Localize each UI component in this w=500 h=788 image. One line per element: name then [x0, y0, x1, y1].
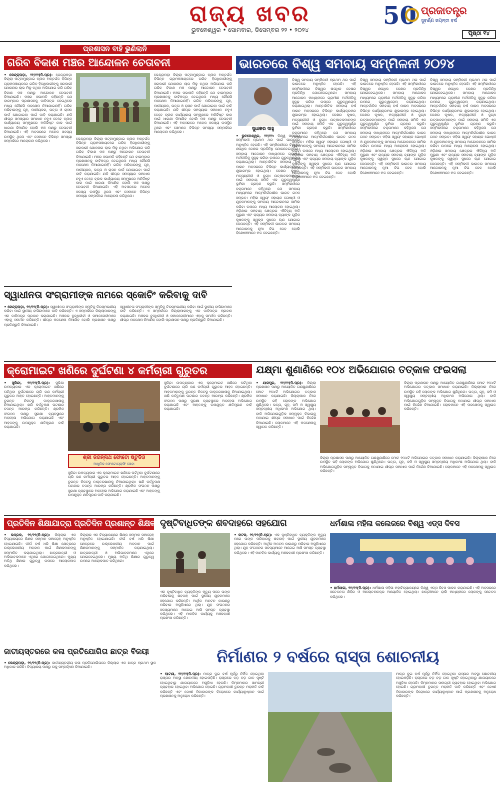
story3-headline[interactable]: ଭାରତରେ ବିଶ୍ୱ ସମବାୟ ସମ୍ମିଳନୀ ୨୦୨୪ [236, 56, 496, 74]
story5-body-col2: ଜିଲ୍ଲା ପ୍ରଶାସନ ପକ୍ଷରୁ ଆୟୋଜିତ ଗଣଶୁଣାଣିରେ ମୋଟ ୧୦୪ଟି ଅଭିଯୋଗର ତତ୍କାଳ ସମାଧାନ କରାଯାଇଛି। ଜିଲ୍ଲାପାଳ ନିଜେ ଉପସ୍ଥିତ ରହି ଲୋକଙ୍କ ଅଭିଯୋଗ ଶୁଣିଥିଲେ। ଭତ୍ତା, ଗୃହ, ଜମି ଓ ସ୍ୱାସ୍ଥ୍ୟ ସମ୍ବନ୍ଧୀୟ ଅଧିକାଂଶ ଅଭିଯୋଗ ଥିଲା। ବାକି ଅଭିଯୋଗଗୁଡ଼ିକ ସମ୍ପୃକ୍ତ ବିଭାଗକୁ ପଠାଯାଇ ଶୀଘ୍ର ସମାଧାନ ପାଇଁ ନିର୍ଦ୍ଦେଶ ଦିଆଯାଇଛି। ଲୋକମାନେ ଏହି ପଦକ୍ଷେପକୁ ସ୍ୱାଗତ କରିଛନ୍ତି। [404, 381, 496, 412]
section-title: ରାଜ୍ୟ ଖବର [189, 1, 311, 27]
story7-photo [160, 533, 230, 587]
story3-byline: • ଭୁବନେଶ୍ୱର, ୨୧/୧୨: [236, 134, 275, 138]
story4-body: ସୁକିନ୍ଦା ଉପତ୍ୟକାର ଏକ କ୍ରୋମାଇଟ ଖଣିରେ ଘଟିଥିବା ଦୁର୍ଘଟଣାରେ ଚାରି ଜଣ କର୍ମଚାରୀ ଗୁରୁତର ଆହତ ହୋଇଛନ୍ତି। ଆହତମାନଙ୍କୁ ତୁରନ୍ତ ନିକଟସ୍ଥ ଡାକ୍ତରଖାନାକୁ ନିଆଯାଇଥିଲା। ଖଣି କର୍ତ୍ତୃପକ୍ଷ ଘଟଣାର ତଦନ୍ତ ଆରମ୍ଭ କରିଛନ୍ତି। ଶ୍ରମିକ ସଂଗଠନ ପକ୍ଷରୁ ସୁରକ୍ଷା ବ୍ୟବସ୍ଥାରେ ଅବହେଳା ଅଭିଯୋଗ କରାଯାଇଛି ଏବଂ ଆହତଙ୍କୁ ଉପଯୁକ୍ତ କ୍ଷତିପୂରଣ ଦାବି କରାଯାଇଛି। [4, 381, 64, 430]
story7-headline[interactable]: ଦୃଷ୍ଟିବାଧିତଙ୍କ ଶବଦାହରେ ସହଯୋଗ [160, 519, 287, 529]
story4-byline: • ସୁକିନ୍ଦା, ୨୧/୧୨(ନି.ପ୍ର): [4, 381, 50, 385]
story3-body-col4: ବିଶ୍ୱ ସମବାୟ ସମ୍ମିଳନୀ ପ୍ରଥମ ଥର ପାଇଁ ଭାରତରେ ଅନୁଷ୍ଠିତ ହେଉଛି। ଏହି ସମ୍ମିଳନୀରେ ବିଶ୍ୱର ଶତାଧିକ ଦେଶର ପ୍ରତିନିଧି ଯୋଗଦେଇଥିଲେ। ସମବାୟ ଆନ୍ଦୋଳନ ମାଧ୍ୟମରେ ଗ୍ରାମୀଣ ଅର୍ଥନୀତିକୁ ସୁଦୃଢ଼ କରିବା ଉପରେ ଗୁରୁତ୍ୱାରୋପ କରାଯାଇଥିଲା। ଆନ୍ତର୍ଜାତିକ ସମବାୟ ବର୍ଷ ପାଳନ ଅବସରରେ ବିଭିନ୍ନ କାର୍ଯ୍ୟକ୍ରମର ଶୁଭାରମ୍ଭ ହୋଇଥିଲା। ଦେଶର କୃଷକ, ମତ୍ସ୍ୟଜୀବୀ ଓ ଦୁଗ୍ଧ ଉତ୍ପାଦକମାନଙ୍କ ପାଇଁ ସମବାୟ ସମିତି ଏକ ଗୁରୁତ୍ୱପୂର୍ଣ୍ଣ ଭୂମିକା ଗ୍ରହଣ କରୁଛି। ସମ୍ମିଳନୀରେ ବକ୍ତାମାନେ କହିଥିଲେ ଯେ ସମବାୟ ମାଧ୍ୟମରେ ଆତ୍ମନିର୍ଭରଶୀଳ ଭାରତ ଗଠନ ସମ୍ଭବ। ମହିଳା ସ୍ୱୟଂ ସହାୟକ ଗୋଷ୍ଠୀ ଓ ଯୁବକମାନଙ୍କୁ ସମବାୟ ଆନ୍ଦୋଳନରେ ସାମିଲ କରିବା ଉପରେ ମଧ୍ୟ ଆଲୋଚନା ହୋଇଥିଲା। ଓଡ଼ିଶାର ସମବାୟ କ୍ଷେତ୍ରର ଐତିହ୍ୟ ଅତି ପୁରୁଣା ଏବଂ ରାଜ୍ୟର ସମବାୟ ବ୍ୟାଙ୍କ ଗୁଡ଼ିକ କୃଷକଙ୍କୁ ସ୍ୱଳ୍ପ ସୁଧରେ ଋଣ ଯୋଗାଇ ଦେଉଛନ୍ତି। ଏହି ସମ୍ମିଳନୀ ଭାରତର ସମବାୟ ଆନ୍ଦୋଳନକୁ ନୂଆ ଦିଗ ଦେବ ବୋଲି ବିଶେଷଜ୍ଞମାନେ ମତ ଦେଇଛନ୍ତି। [430, 78, 496, 175]
story2-body: ସ୍ୱାଧୀନତା ସଂଗ୍ରାମୀଙ୍କ ସ୍ମୃତିକୁ ଚିରସ୍ମରଣୀୟ କରିବା ପାଇଁ ସ୍ଥାନୀୟ ବାସିନ୍ଦାମାନେ ଦାବି କରିଛନ୍ତି। ଏ ସମ୍ପର୍କରେ ଜିଲ୍ଲାପାଳଙ୍କୁ ଏକ ଦାବିପତ୍ର ପ୍ରଦାନ କରାଯାଇଛି। ଅଞ୍ଚଳର ବୁଦ୍ଧିଜୀବୀ ଓ ସମାଜସେବୀମାନେ ଏହାକୁ ସମର୍ଥନ କରିଛନ୍ତି। ଶୀଘ୍ର ପଦକ୍ଷେପ ନିଆଯିବ ବୋଲି ପ୍ରଶାସନ ପକ୍ଷରୁ ପ୍ରତିଶ୍ରୁତି ଦିଆଯାଇଛି। [4, 305, 116, 327]
story1-body-col2: କେନ୍ଦ୍ରାପଡ଼ା ଜିଲ୍ଲା ପଟ୍ଟାମୁଣ୍ଡାଇ ବ୍ଲକ ଅନ୍ତର୍ଗତ ବିଭିନ୍ନ ଗ୍ରାମପଞ୍ଚାୟତରେ ଗରିବ ହିତାଧିକାରୀଙ୍କୁ ସରକାରୀ ଯୋଜନାର ଲାଭ ମିଳୁ ନଥିବା ଅଭିଯୋଗ କରି ଗରିବ ବିକାଶ ମଞ୍ଚ ପକ୍ଷରୁ ଆନ୍ଦୋଳନ ଚେତାବନୀ ଦିଆଯାଇଛି। ମଞ୍ଚର ସଭାପତି କହିଛନ୍ତି ଯେ ବାରମ୍ବାର ପ୍ରଶାସନକୁ ଦାବିପତ୍ର ଦେଇଥିଲେ ମଧ୍ୟ କୌଣସି ପଦକ୍ଷେପ ନିଆଯାଇନାହିଁ। ଗରିବ ପରିବାରଙ୍କୁ ଗୃହ, ପାନୀୟଜଳ, ଭତ୍ତା ଓ ରାସନ କାର୍ଡ ଯୋଗାଇବା ପାଇଁ ଦାବି କରାଯାଇଛି। ଯଦି ଶୀଘ୍ର ସମସ୍ୟାର ସମାଧାନ ନହୁଏ ତେବେ ବ୍ଲକ କାର୍ଯ୍ୟାଳୟ ସମ୍ମୁଖରେ ଅନିର୍ଦ୍ଦିଷ୍ଟ କାଳ ପାଇଁ ଧାରଣା ଦିଆଯିବ ବୋଲି ମଞ୍ଚ ପକ୍ଷରୁ ଚେତାବନୀ ଦିଆଯାଇଛି। ଏହି ଅବସରରେ ଅନେକ ସଦସ୍ୟ ଉପସ୍ଥିତ ଥିଲେ ଏବଂ ସେମାନେ ବିଭିନ୍ନ ସମସ୍ୟା ସମ୍ପର୍କରେ ଆଲୋଚନା କରିଥିଲେ। [76, 137, 150, 199]
story5-headline[interactable]: ଯକ୍ଷ୍ମା ଶୁଣାଣିରେ ୧୦୪ ଅଭିଯୋଗର ତତ୍କାଳ ଫଇସଲା [256, 365, 467, 376]
story6-body-col1 [4, 533, 76, 641]
story8-headline[interactable]: ଧର୍ମଶାଳା ମହିଳା କଲେଜରେ ବିଶ୍ୱ ଏଡ୍ସ ଦିବସ [330, 519, 460, 528]
divider [4, 515, 496, 516]
page-number: ପୃଷ୍ଠା ୧୪ [462, 30, 496, 39]
story3-body-col2: ବିଶ୍ୱ ସମବାୟ ସମ୍ମିଳନୀ ପ୍ରଥମ ଥର ପାଇଁ ଭାରତରେ ଅନୁଷ୍ଠିତ ହେଉଛି। ଏହି ସମ୍ମିଳନୀରେ ବିଶ୍ୱର ଶତାଧିକ ଦେଶର ପ୍ରତିନିଧି ଯୋଗଦେଇଥିଲେ। ସମବାୟ ଆନ୍ଦୋଳନ ମାଧ୍ୟମରେ ଗ୍ରାମୀଣ ଅର୍ଥନୀତିକୁ ସୁଦୃଢ଼ କରିବା ଉପରେ ଗୁରୁତ୍ୱାରୋପ କରାଯାଇଥିଲା। ଆନ୍ତର୍ଜାତିକ ସମବାୟ ବର୍ଷ ପାଳନ ଅବସରରେ ବିଭିନ୍ନ କାର୍ଯ୍ୟକ୍ରମର ଶୁଭାରମ୍ଭ ହୋଇଥିଲା। ଦେଶର କୃଷକ, ମତ୍ସ୍ୟଜୀବୀ ଓ ଦୁଗ୍ଧ ଉତ୍ପାଦକମାନଙ୍କ ପାଇଁ ସମବାୟ ସମିତି ଏକ ଗୁରୁତ୍ୱପୂର୍ଣ୍ଣ ଭୂମିକା ଗ୍ରହଣ କରୁଛି। ସମ୍ମିଳନୀରେ ବକ୍ତାମାନେ କହିଥିଲେ ଯେ ସମବାୟ ମାଧ୍ୟମରେ ଆତ୍ମନିର୍ଭରଶୀଳ ଭାରତ ଗଠନ ସମ୍ଭବ। ମହିଳା ସ୍ୱୟଂ ସହାୟକ ଗୋଷ୍ଠୀ ଓ ଯୁବକମାନଙ୍କୁ ସମବାୟ ଆନ୍ଦୋଳନରେ ସାମିଲ କରିବା ଉପରେ ମଧ୍ୟ ଆଲୋଚନା ହୋଇଥିଲା। ଓଡ଼ିଶାର ସମବାୟ କ୍ଷେତ୍ରର ଐତିହ୍ୟ ଅତି ପୁରୁଣା ଏବଂ ରାଜ୍ୟର ସମବାୟ ବ୍ୟାଙ୍କ ଗୁଡ଼ିକ କୃଷକଙ୍କୁ ସ୍ୱଳ୍ପ ସୁଧରେ ଋଣ ଯୋଗାଇ ଦେଉଛନ୍ତି। ଏହି ସମ୍ମିଳନୀ ଭାରତର ସମବାୟ ଆନ୍ଦୋଳନକୁ ନୂଆ ଦିଗ ଦେବ ବୋଲି ବିଶେଷଜ୍ଞମାନେ ମତ ଦେଇଛନ୍ତି। [292, 78, 356, 179]
ad-title: ଶ୍ରୀ ଜଗନ୍ନାଥ ଫୋଟୋ ଷ୍ଟୁଡିଓ [82, 455, 146, 461]
story5-body-col1 [256, 381, 316, 509]
group-photo-image [76, 73, 150, 135]
story9-photo [268, 672, 392, 782]
story3-body-col3: ବିଶ୍ୱ ସମବାୟ ସମ୍ମିଳନୀ ପ୍ରଥମ ଥର ପାଇଁ ଭାରତରେ ଅନୁଷ୍ଠିତ ହେଉଛି। ଏହି ସମ୍ମିଳନୀରେ ବିଶ୍ୱର ଶତାଧିକ ଦେଶର ପ୍ରତିନିଧି ଯୋଗଦେଇଥିଲେ। ସମବାୟ ଆନ୍ଦୋଳନ ମାଧ୍ୟମରେ ଗ୍ରାମୀଣ ଅର୍ଥନୀତିକୁ ସୁଦୃଢ଼ କରିବା ଉପରେ ଗୁରୁତ୍ୱାରୋପ କରାଯାଇଥିଲା। ଆନ୍ତର୍ଜାତିକ ସମବାୟ ବର୍ଷ ପାଳନ ଅବସରରେ ବିଭିନ୍ନ କାର୍ଯ୍ୟକ୍ରମର ଶୁଭାରମ୍ଭ ହୋଇଥିଲା। ଦେଶର କୃଷକ, ମତ୍ସ୍ୟଜୀବୀ ଓ ଦୁଗ୍ଧ ଉତ୍ପାଦକମାନଙ୍କ ପାଇଁ ସମବାୟ ସମିତି ଏକ ଗୁରୁତ୍ୱପୂର୍ଣ୍ଣ ଭୂମିକା ଗ୍ରହଣ କରୁଛି। ସମ୍ମିଳନୀରେ ବକ୍ତାମାନେ କହିଥିଲେ ଯେ ସମବାୟ ମାଧ୍ୟମରେ ଆତ୍ମନିର୍ଭରଶୀଳ ଭାରତ ଗଠନ ସମ୍ଭବ। ମହିଳା ସ୍ୱୟଂ ସହାୟକ ଗୋଷ୍ଠୀ ଓ ଯୁବକମାନଙ୍କୁ ସମବାୟ ଆନ୍ଦୋଳନରେ ସାମିଲ କରିବା ଉପରେ ମଧ୍ୟ ଆଲୋଚନା ହୋଇଥିଲା। ଓଡ଼ିଶାର ସମବାୟ କ୍ଷେତ୍ରର ଐତିହ୍ୟ ଅତି ପୁରୁଣା ଏବଂ ରାଜ୍ୟର ସମବାୟ ବ୍ୟାଙ୍କ ଗୁଡ଼ିକ କୃଷକଙ୍କୁ ସ୍ୱଳ୍ପ ସୁଧରେ ଋଣ ଯୋଗାଇ ଦେଉଛନ୍ତି। ଏହି ସମ୍ମିଳନୀ ଭାରତର ସମବାୟ ଆନ୍ଦୋଳନକୁ ନୂଆ ଦିଗ ଦେବ ବୋଲି ବିଶେଷଜ୍ଞମାନେ ମତ ଦେଇଛନ୍ତି। [360, 78, 426, 175]
story4-photo [68, 381, 160, 451]
story5-byline: • ଯାଜପୁର, ୨୧/୧୨(ନି.ପ୍ର): [256, 381, 303, 385]
story6-body-col2: ଜିଲ୍ଲାର ଏକ ବିଦ୍ୟାଳୟରେ ଶିକ୍ଷକ ସମ୍ମାନ ସମାରୋହ ଅନୁଷ୍ଠିତ ହୋଇଯାଇଛି। ଦୀର୍ଘ ବର୍ଷ ଧରି ଶିକ୍ଷା କ୍ଷେତ୍ରରେ ଉଲ୍ଲେଖନୀୟ ଅବଦାନ ପାଇଁ ଶିକ୍ଷକମାନଙ୍କୁ ସମ୍ମାନିତ କରାଯାଇଥିଲା। ଛାତ୍ରଛାତ୍ରୀ ଓ ଅଭିଭାବକମାନେ ଏଥିରେ ଯୋଗଦେଇଥିଲେ। ମୁଖ୍ୟ ଅତିଥି ଶିକ୍ଷାର ଗୁରୁତ୍ୱ ଉପରେ ଆଲୋକପାତ କରିଥିଲେ। [80, 533, 154, 564]
story4-body-col1 [4, 381, 64, 509]
story4-body-col3: ସୁକିନ୍ଦା ଉପତ୍ୟକାର ଏକ କ୍ରୋମାଇଟ ଖଣିରେ ଘଟିଥିବା ଦୁର୍ଘଟଣାରେ ଚାରି ଜଣ କର୍ମଚାରୀ ଗୁରୁତର ଆହତ ହୋଇଛନ୍ତି। ଆହତମାନଙ୍କୁ ତୁରନ୍ତ ନିକଟସ୍ଥ ଡାକ୍ତରଖାନାକୁ ନିଆଯାଇଥିଲା। ଖଣି କର୍ତ୍ତୃପକ୍ଷ ଘଟଣାର ତଦନ୍ତ ଆରମ୍ଭ କରିଛନ୍ତି। ଶ୍ରମିକ ସଂଗଠନ ପକ୍ଷରୁ ସୁରକ୍ଷା ବ୍ୟବସ୍ଥାରେ ଅବହେଳା ଅଭିଯୋଗ କରାଯାଇଛି ଏବଂ ଆହତଙ୍କୁ ଉପଯୁକ୍ତ କ୍ଷତିପୂରଣ ଦାବି କରାଯାଇଛି। [164, 381, 252, 412]
jubilee-ring-icon [405, 8, 419, 22]
newspaper-name: ପ୍ରଜାତନ୍ତ୍ର [421, 6, 467, 17]
story3-photo [238, 78, 288, 126]
story1-body-col3: କେନ୍ଦ୍ରାପଡ଼ା ଜିଲ୍ଲା ପଟ୍ଟାମୁଣ୍ଡାଇ ବ୍ଲକ ଅନ୍ତର୍ଗତ ବିଭିନ୍ନ ଗ୍ରାମପଞ୍ଚାୟତରେ ଗରିବ ହିତାଧିକାରୀଙ୍କୁ ସରକାରୀ ଯୋଜନାର ଲାଭ ମିଳୁ ନଥିବା ଅଭିଯୋଗ କରି ଗରିବ ବିକାଶ ମଞ୍ଚ ପକ୍ଷରୁ ଆନ୍ଦୋଳନ ଚେତାବନୀ ଦିଆଯାଇଛି। ମଞ୍ଚର ସଭାପତି କହିଛନ୍ତି ଯେ ବାରମ୍ବାର ପ୍ରଶାସନକୁ ଦାବିପତ୍ର ଦେଇଥିଲେ ମଧ୍ୟ କୌଣସି ପଦକ୍ଷେପ ନିଆଯାଇନାହିଁ। ଗରିବ ପରିବାରଙ୍କୁ ଗୃହ, ପାନୀୟଜଳ, ଭତ୍ତା ଓ ରାସନ କାର୍ଡ ଯୋଗାଇବା ପାଇଁ ଦାବି କରାଯାଇଛି। ଯଦି ଶୀଘ୍ର ସମସ୍ୟାର ସମାଧାନ ନହୁଏ ତେବେ ବ୍ଲକ କାର୍ଯ୍ୟାଳୟ ସମ୍ମୁଖରେ ଅନିର୍ଦ୍ଦିଷ୍ଟ କାଳ ପାଇଁ ଧାରଣା ଦିଆଯିବ ବୋଲି ମଞ୍ଚ ପକ୍ଷରୁ ଚେତାବନୀ ଦିଆଯାଇଛି। ଏହି ଅବସରରେ ଅନେକ ସଦସ୍ୟ ଉପସ୍ଥିତ ଥିଲେ ଏବଂ ସେମାନେ ବିଭିନ୍ନ ସମସ୍ୟା ସମ୍ପର୍କରେ ଆଲୋଚନା କରିଥିଲେ। [154, 73, 232, 135]
story9-body: ମାତ୍ର ଦୁଇ ବର୍ଷ ପୂର୍ବରୁ ନିର୍ମିତ ହୋଇଥିବା ରାସ୍ତାର ଅବସ୍ଥା ଶୋଚନୀୟ ହୋଇପଡ଼ିଛି। ରାସ୍ତାରେ ବଡ଼ ବଡ଼ ଗାତ ସୃଷ୍ଟି ହୋଇଥିବାରୁ ଯାତାୟାତରେ ଅସୁବିଧା ହେଉଛି। ନିମ୍ନମାନର ସାମଗ୍ରୀ ବ୍ୟବହାର ହୋଇଥିବା ଅଭିଯୋଗ ହୋଇଛି। ଗ୍ରାମବାସୀ ତୁରନ୍ତ ମରାମତି ଦାବି କରିଛନ୍ତି ଏବଂ ଦୋଷୀ ଠିକାଦାରଙ୍କ ବିରୋଧରେ କାର୍ଯ୍ୟାନୁଷ୍ଠାନ ପାଇଁ ପ୍ରଶାସନକୁ ଅନୁରୋଧ କରିଛନ୍ତି। [160, 672, 264, 699]
story4-body-col2: ସୁକିନ୍ଦା ଉପତ୍ୟକାର ଏକ କ୍ରୋମାଇଟ ଖଣିରେ ଘଟିଥିବା ଦୁର୍ଘଟଣାରେ ଚାରି ଜଣ କର୍ମଚାରୀ ଗୁରୁତର ଆହତ ହୋଇଛନ୍ତି। ଆହତମାନଙ୍କୁ ତୁରନ୍ତ ନିକଟସ୍ଥ ଡାକ୍ତରଖାନାକୁ ନିଆଯାଇଥିଲା। ଖଣି କର୍ତ୍ତୃପକ୍ଷ ଘଟଣାର ତଦନ୍ତ ଆରମ୍ଭ କରିଛନ୍ତି। ଶ୍ରମିକ ସଂଗଠନ ପକ୍ଷରୁ ସୁରକ୍ଷା ବ୍ୟବସ୍ଥାରେ ଅବହେଳା ଅଭିଯୋଗ କରାଯାଇଛି ଏବଂ ଆହତଙ୍କୁ ଉପଯୁକ୍ତ କ୍ଷତିପୂରଣ ଦାବି କରାଯାଇଛି। [68, 471, 160, 498]
public-hearing-image [320, 381, 400, 453]
jubilee-logo: 50 [383, 1, 417, 30]
story4-headline[interactable]: କ୍ରୋମାଇଟ ଖଣିରେ ଦୁର୍ଘଟଣା ୪ କର୍ମଚାରୀ ଗୁରୁତର [4, 364, 252, 378]
story2-body-col1 [4, 305, 116, 357]
story2-body-col2: ସ୍ୱାଧୀନତା ସଂଗ୍ରାମୀଙ୍କ ସ୍ମୃତିକୁ ଚିରସ୍ମରଣୀୟ କରିବା ପାଇଁ ସ୍ଥାନୀୟ ବାସିନ୍ଦାମାନେ ଦାବି କରିଛନ୍ତି। ଏ ସମ୍ପର୍କରେ ଜିଲ୍ଲାପାଳଙ୍କୁ ଏକ ଦାବିପତ୍ର ପ୍ରଦାନ କରାଯାଇଛି। ଅଞ୍ଚଳର ବୁଦ୍ଧିଜୀବୀ ଓ ସମାଜସେବୀମାନେ ଏହାକୁ ସମର୍ଥନ କରିଛନ୍ତି। ଶୀଘ୍ର ପଦକ୍ଷେପ ନିଆଯିବ ବୋଲି ପ୍ରଶାସନ ପକ୍ଷରୁ ପ୍ରତିଶ୍ରୁତି ଦିଆଯାଇଛି। [120, 305, 232, 323]
story7-byline: • କଟକ, ୨୧/୧୨(ନି.ପ୍ର): [234, 533, 273, 537]
damaged-road-image [268, 672, 392, 782]
divider [4, 361, 496, 362]
story1-byline: • କେନ୍ଦ୍ରାପଡ଼ା, ୨୧/୧୨(ନି.ପ୍ର): [4, 73, 53, 77]
mine-accident-image [68, 381, 160, 451]
ad-subtitle: ଆଧୁନିକ ଫୋଟୋଗ୍ରାଫି ସେବା [93, 462, 135, 466]
dateline: ଭୁବନେଶ୍ୱର • ସୋମବାର, ଡିସେମ୍ବର ୨୨ • ୨୦୨୪ [191, 27, 309, 34]
advertisement[interactable] [68, 454, 160, 468]
story1-headline[interactable]: ଗରିବ ବିକାଶ ମଞ୍ଚର ଆନ୍ଦୋଳନ ଚେତାବନୀ [4, 56, 232, 70]
story6-body: ଜିଲ୍ଲାର ଏକ ବିଦ୍ୟାଳୟରେ ଶିକ୍ଷକ ସମ୍ମାନ ସମାରୋହ ଅନୁଷ୍ଠିତ ହୋଇଯାଇଛି। ଦୀର୍ଘ ବର୍ଷ ଧରି ଶିକ୍ଷା କ୍ଷେତ୍ରରେ ଉଲ୍ଲେଖନୀୟ ଅବଦାନ ପାଇଁ ଶିକ୍ଷକମାନଙ୍କୁ ସମ୍ମାନିତ କରାଯାଇଥିଲା। ଛାତ୍ରଛାତ୍ରୀ ଓ ଅଭିଭାବକମାନେ ଏଥିରେ ଯୋଗଦେଇଥିଲେ। ମୁଖ୍ୟ ଅତିଥି ଶିକ୍ଷାର ଗୁରୁତ୍ୱ ଉପରେ ଆଲୋକପାତ କରିଥିଲେ। [4, 533, 76, 568]
story2-byline: • କେନ୍ଦ୍ରାପଡ଼ା, ୨୧/୧୨(ନି.ପ୍ର): [4, 305, 50, 309]
story5-body: ଜିଲ୍ଲା ପ୍ରଶାସନ ପକ୍ଷରୁ ଆୟୋଜିତ ଗଣଶୁଣାଣିରେ ମୋଟ ୧୦୪ଟି ଅଭିଯୋଗର ତତ୍କାଳ ସମାଧାନ କରାଯାଇଛି। ଜିଲ୍ଲାପାଳ ନିଜେ ଉପସ୍ଥିତ ରହି ଲୋକଙ୍କ ଅଭିଯୋଗ ଶୁଣିଥିଲେ। ଭତ୍ତା, ଗୃହ, ଜମି ଓ ସ୍ୱାସ୍ଥ୍ୟ ସମ୍ବନ୍ଧୀୟ ଅଧିକାଂଶ ଅଭିଯୋଗ ଥିଲା। ବାକି ଅଭିଯୋଗଗୁଡ଼ିକ ସମ୍ପୃକ୍ତ ବିଭାଗକୁ ପଠାଯାଇ ଶୀଘ୍ର ସମାଧାନ ପାଇଁ ନିର୍ଦ୍ଦେଶ ଦିଆଯାଇଛି। ଲୋକମାନେ ଏହି ପଦକ୍ଷେପକୁ ସ୍ୱାଗତ କରିଛନ୍ତି। [256, 381, 316, 430]
story9-byline: • ପାଟଣା, ୨୧/୧୨(ନି.ପ୍ର): [160, 672, 201, 676]
story8-body: • ଧର୍ମଶାଳା, ୨୧/୧୨(ନି.ପ୍ର): ଧର୍ମଶାଳା ମହିଳା ମହାବିଦ୍ୟାଳୟରେ ବିଶ୍ୱ ଏଡ୍ସ ଦିବସ ପାଳନ କରାଯାଇଛି। ଏହି ଅବସରରେ ସଚେତନତା ଶିବିର ଓ ଆଲୋଚନାଚକ୍ର ଆୟୋଜିତ ହୋଇଥିଲା। ଛାତ୍ରୀମାନେ ରାଲି ମାଧ୍ୟମରେ ଲୋକଙ୍କୁ ସଚେତନ କରିଥିଲେ। [330, 586, 496, 599]
story1-kicker: ପ୍ରଶାସନ ବାହି ଭୁଣିଲାନି [60, 45, 170, 54]
masthead [0, 0, 500, 42]
story10-body: • କେନ୍ଦ୍ରାପଡ଼ା, ୨୧/୧୨(ନି.ପ୍ର): ଜାତୀୟସ୍ତରୀୟ କଳା ପ୍ରତିଯୋଗିତାରେ ଜିଲ୍ଲାର ଏକ ଛାତ୍ର ପ୍ରଥମ ସ୍ଥାନ ଅଧିକାର କରିଛି। ବିଦ୍ୟାଳୟ ପକ୍ଷରୁ ତାକୁ ସମ୍ବର୍ଦ୍ଧନା ଦିଆଯାଇଛି। [4, 661, 156, 670]
story9-body-col2: ମାତ୍ର ଦୁଇ ବର୍ଷ ପୂର୍ବରୁ ନିର୍ମିତ ହୋଇଥିବା ରାସ୍ତାର ଅବସ୍ଥା ଶୋଚନୀୟ ହୋଇପଡ଼ିଛି। ରାସ୍ତାରେ ବଡ଼ ବଡ଼ ଗାତ ସୃଷ୍ଟି ହୋଇଥିବାରୁ ଯାତାୟାତରେ ଅସୁବିଧା ହେଉଛି। ନିମ୍ନମାନର ସାମଗ୍ରୀ ବ୍ୟବହାର ହୋଇଥିବା ଅଭିଯୋଗ ହୋଇଛି। ଗ୍ରାମବାସୀ ତୁରନ୍ତ ମରାମତି ଦାବି କରିଛନ୍ତି ଏବଂ ଦୋଷୀ ଠିକାଦାରଙ୍କ ବିରୋଧରେ କାର୍ଯ୍ୟାନୁଷ୍ଠାନ ପାଇଁ ପ୍ରଶାସନକୁ ଅନୁରୋଧ କରିଛନ୍ତି। [396, 672, 496, 699]
story9-headline[interactable]: ନିର୍ମାଣର ୨ ବର୍ଷରେ ରାସ୍ତା ଶୋଚନୀୟ [216, 647, 440, 666]
story2-headline[interactable]: ସ୍ୱାଧୀନତା ସଂଗ୍ରାମୀଙ୍କ ନାମରେ ସ୍କୋଚିଂ କରିବାକୁ ଦାବି [4, 290, 208, 301]
funeral-help-image [160, 533, 230, 587]
story5-photo [320, 381, 400, 453]
story8-byline: • ଧର୍ମଶାଳା, ୨୧/୧୨(ନି.ପ୍ର): [330, 586, 372, 590]
story7-body: ଏକ ଦୃଷ୍ଟିବାଧିତ ବ୍ୟକ୍ତିଙ୍କ ମୃତ୍ୟୁ ପରେ ତାଙ୍କ ପରିବାରକୁ ଶବଦାହ ପାଇଁ ସ୍ଥାନୀୟ ଯୁବକମାନେ ସହଯୋଗ କରିଛନ୍ତି। ଆର୍ଥିକ ଅନଟନ କାରଣରୁ ପରିବାର ଅସୁବିଧାରେ ଥିଲା। ଯୁବ ସଂଗଠନର ସଦସ୍ୟମାନେ ଆଗେଇ ଆସି ସମସ୍ତ ବ୍ୟବସ୍ଥା କରିଥିଲେ। ଏହି ମାନବିକ କାର୍ଯ୍ୟକୁ ଅଞ୍ଚଳବାସୀ ପ୍ରଶଂସା କରିଛନ୍ତି। [234, 533, 326, 555]
divider [4, 286, 232, 287]
story6-byline: • ଭଦ୍ରକ, ୨୧/୧୨(ନି.ପ୍ର): [4, 533, 51, 537]
story3-body: ବିଶ୍ୱ ସମବାୟ ସମ୍ମିଳନୀ ପ୍ରଥମ ଥର ପାଇଁ ଭାରତରେ ଅନୁଷ୍ଠିତ ହେଉଛି। ଏହି ସମ୍ମିଳନୀରେ ବିଶ୍ୱର ଶତାଧିକ ଦେଶର ପ୍ରତିନିଧି ଯୋଗଦେଇଥିଲେ। ସମବାୟ ଆନ୍ଦୋଳନ ମାଧ୍ୟମରେ ଗ୍ରାମୀଣ ଅର୍ଥନୀତିକୁ ସୁଦୃଢ଼ କରିବା ଉପରେ ଗୁରୁତ୍ୱାରୋପ କରାଯାଇଥିଲା। ଆନ୍ତର୍ଜାତିକ ସମବାୟ ବର୍ଷ ପାଳନ ଅବସରରେ ବିଭିନ୍ନ କାର୍ଯ୍ୟକ୍ରମର ଶୁଭାରମ୍ଭ ହୋଇଥିଲା। ଦେଶର କୃଷକ, ମତ୍ସ୍ୟଜୀବୀ ଓ ଦୁଗ୍ଧ ଉତ୍ପାଦକମାନଙ୍କ ପାଇଁ ସମବାୟ ସମିତି ଏକ ଗୁରୁତ୍ୱପୂର୍ଣ୍ଣ ଭୂମିକା ଗ୍ରହଣ କରୁଛି। ସମ୍ମିଳନୀରେ ବକ୍ତାମାନେ କହିଥିଲେ ଯେ ସମବାୟ ମାଧ୍ୟମରେ ଆତ୍ମନିର୍ଭରଶୀଳ ଭାରତ ଗଠନ ସମ୍ଭବ। ମହିଳା ସ୍ୱୟଂ ସହାୟକ ଗୋଷ୍ଠୀ ଓ ଯୁବକମାନଙ୍କୁ ସମବାୟ ଆନ୍ଦୋଳନରେ ସାମିଲ କରିବା ଉପରେ ମଧ୍ୟ ଆଲୋଚନା ହୋଇଥିଲା। ଓଡ଼ିଶାର ସମବାୟ କ୍ଷେତ୍ରର ଐତିହ୍ୟ ଅତି ପୁରୁଣା ଏବଂ ରାଜ୍ୟର ସମବାୟ ବ୍ୟାଙ୍କ ଗୁଡ଼ିକ କୃଷକଙ୍କୁ ସ୍ୱଳ୍ପ ସୁଧରେ ଋଣ ଯୋଗାଇ ଦେଉଛନ୍ତି। ଏହି ସମ୍ମିଳନୀ ଭାରତର ସମବାୟ ଆନ୍ଦୋଳନକୁ ନୂଆ ଦିଗ ଦେବ ବୋଲି ବିଶେଷଜ୍ଞମାନେ ମତ ଦେଇଛନ୍ତି। [236, 134, 300, 235]
aids-day-event-image [330, 533, 496, 583]
story3-caption: ସୁଧାକର ସାହୁ [252, 127, 274, 132]
story7-body-col2: ଏକ ଦୃଷ୍ଟିବାଧିତ ବ୍ୟକ୍ତିଙ୍କ ମୃତ୍ୟୁ ପରେ ତାଙ୍କ ପରିବାରକୁ ଶବଦାହ ପାଇଁ ସ୍ଥାନୀୟ ଯୁବକମାନେ ସହଯୋଗ କରିଛନ୍ତି। ଆର୍ଥିକ ଅନଟନ କାରଣରୁ ପରିବାର ଅସୁବିଧାରେ ଥିଲା। ଯୁବ ସଂଗଠନର ସଦସ୍ୟମାନେ ଆଗେଇ ଆସି ସମସ୍ତ ବ୍ୟବସ୍ଥା କରିଥିଲେ। ଏହି ମାନବିକ କାର୍ଯ୍ୟକୁ ଅଞ୍ଚଳବାସୀ ପ୍ରଶଂସା କରିଛନ୍ତି। [160, 590, 230, 621]
story10-byline: • କେନ୍ଦ୍ରାପଡ଼ା, ୨୧/୧୨(ନି.ପ୍ର): [4, 661, 51, 665]
portrait-image [238, 78, 288, 126]
story10-headline[interactable]: ଜାତୀୟସ୍ତରରେ କଳା ପ୍ରତିଯୋଗିତା ଛାତ୍ର ବିଜୟୀ [4, 647, 150, 656]
story1-body-col1 [4, 73, 72, 283]
story6-headline[interactable]: ପ୍ରତିଦିନ ଶିକ୍ଷାଯାତ୍ରା ପ୍ରତିଦିନ ପ୍ରଶାନ୍ତ ଶିକ୍ଷକ ସମ୍ମାନ [4, 518, 154, 530]
story1-body: କେନ୍ଦ୍ରାପଡ଼ା ଜିଲ୍ଲା ପଟ୍ଟାମୁଣ୍ଡାଇ ବ୍ଲକ ଅନ୍ତର୍ଗତ ବିଭିନ୍ନ ଗ୍ରାମପଞ୍ଚାୟତରେ ଗରିବ ହିତାଧିକାରୀଙ୍କୁ ସରକାରୀ ଯୋଜନାର ଲାଭ ମିଳୁ ନଥିବା ଅଭିଯୋଗ କରି ଗରିବ ବିକାଶ ମଞ୍ଚ ପକ୍ଷରୁ ଆନ୍ଦୋଳନ ଚେତାବନୀ ଦିଆଯାଇଛି। ମଞ୍ଚର ସଭାପତି କହିଛନ୍ତି ଯେ ବାରମ୍ବାର ପ୍ରଶାସନକୁ ଦାବିପତ୍ର ଦେଇଥିଲେ ମଧ୍ୟ କୌଣସି ପଦକ୍ଷେପ ନିଆଯାଇନାହିଁ। ଗରିବ ପରିବାରଙ୍କୁ ଗୃହ, ପାନୀୟଜଳ, ଭତ୍ତା ଓ ରାସନ କାର୍ଡ ଯୋଗାଇବା ପାଇଁ ଦାବି କରାଯାଇଛି। ଯଦି ଶୀଘ୍ର ସମସ୍ୟାର ସମାଧାନ ନହୁଏ ତେବେ ବ୍ଲକ କାର୍ଯ୍ୟାଳୟ ସମ୍ମୁଖରେ ଅନିର୍ଦ୍ଦିଷ୍ଟ କାଳ ପାଇଁ ଧାରଣା ଦିଆଯିବ ବୋଲି ମଞ୍ଚ ପକ୍ଷରୁ ଚେତାବନୀ ଦିଆଯାଇଛି। ଏହି ଅବସରରେ ଅନେକ ସଦସ୍ୟ ଉପସ୍ଥିତ ଥିଲେ ଏବଂ ସେମାନେ ବିଭିନ୍ନ ସମସ୍ୟା ସମ୍ପର୍କରେ ଆଲୋଚନା କରିଥିଲେ। [4, 73, 72, 144]
story8-photo [330, 533, 496, 583]
story9-body-col1 [160, 672, 264, 782]
tagline: ସୁବର୍ଣ୍ଣ ଜୟନ୍ତୀ ବର୍ଷ [421, 19, 458, 24]
story3-body-col1 [236, 134, 300, 352]
story5-body-col3: ଜିଲ୍ଲା ପ୍ରଶାସନ ପକ୍ଷରୁ ଆୟୋଜିତ ଗଣଶୁଣାଣିରେ ମୋଟ ୧୦୪ଟି ଅଭିଯୋଗର ତତ୍କାଳ ସମାଧାନ କରାଯାଇଛି। ଜିଲ୍ଲାପାଳ ନିଜେ ଉପସ୍ଥିତ ରହି ଲୋକଙ୍କ ଅଭିଯୋଗ ଶୁଣିଥିଲେ। ଭତ୍ତା, ଗୃହ, ଜମି ଓ ସ୍ୱାସ୍ଥ୍ୟ ସମ୍ବନ୍ଧୀୟ ଅଧିକାଂଶ ଅଭିଯୋଗ ଥିଲା। ବାକି ଅଭିଯୋଗଗୁଡ଼ିକ ସମ୍ପୃକ୍ତ ବିଭାଗକୁ ପଠାଯାଇ ଶୀଘ୍ର ସମାଧାନ ପାଇଁ ନିର୍ଦ୍ଦେଶ ଦିଆଯାଇଛି। ଲୋକମାନେ ଏହି ପଦକ୍ଷେପକୁ ସ୍ୱାଗତ କରିଛନ୍ତି। [320, 456, 496, 474]
story1-photo [76, 73, 150, 135]
story7-body-col1 [234, 533, 326, 641]
